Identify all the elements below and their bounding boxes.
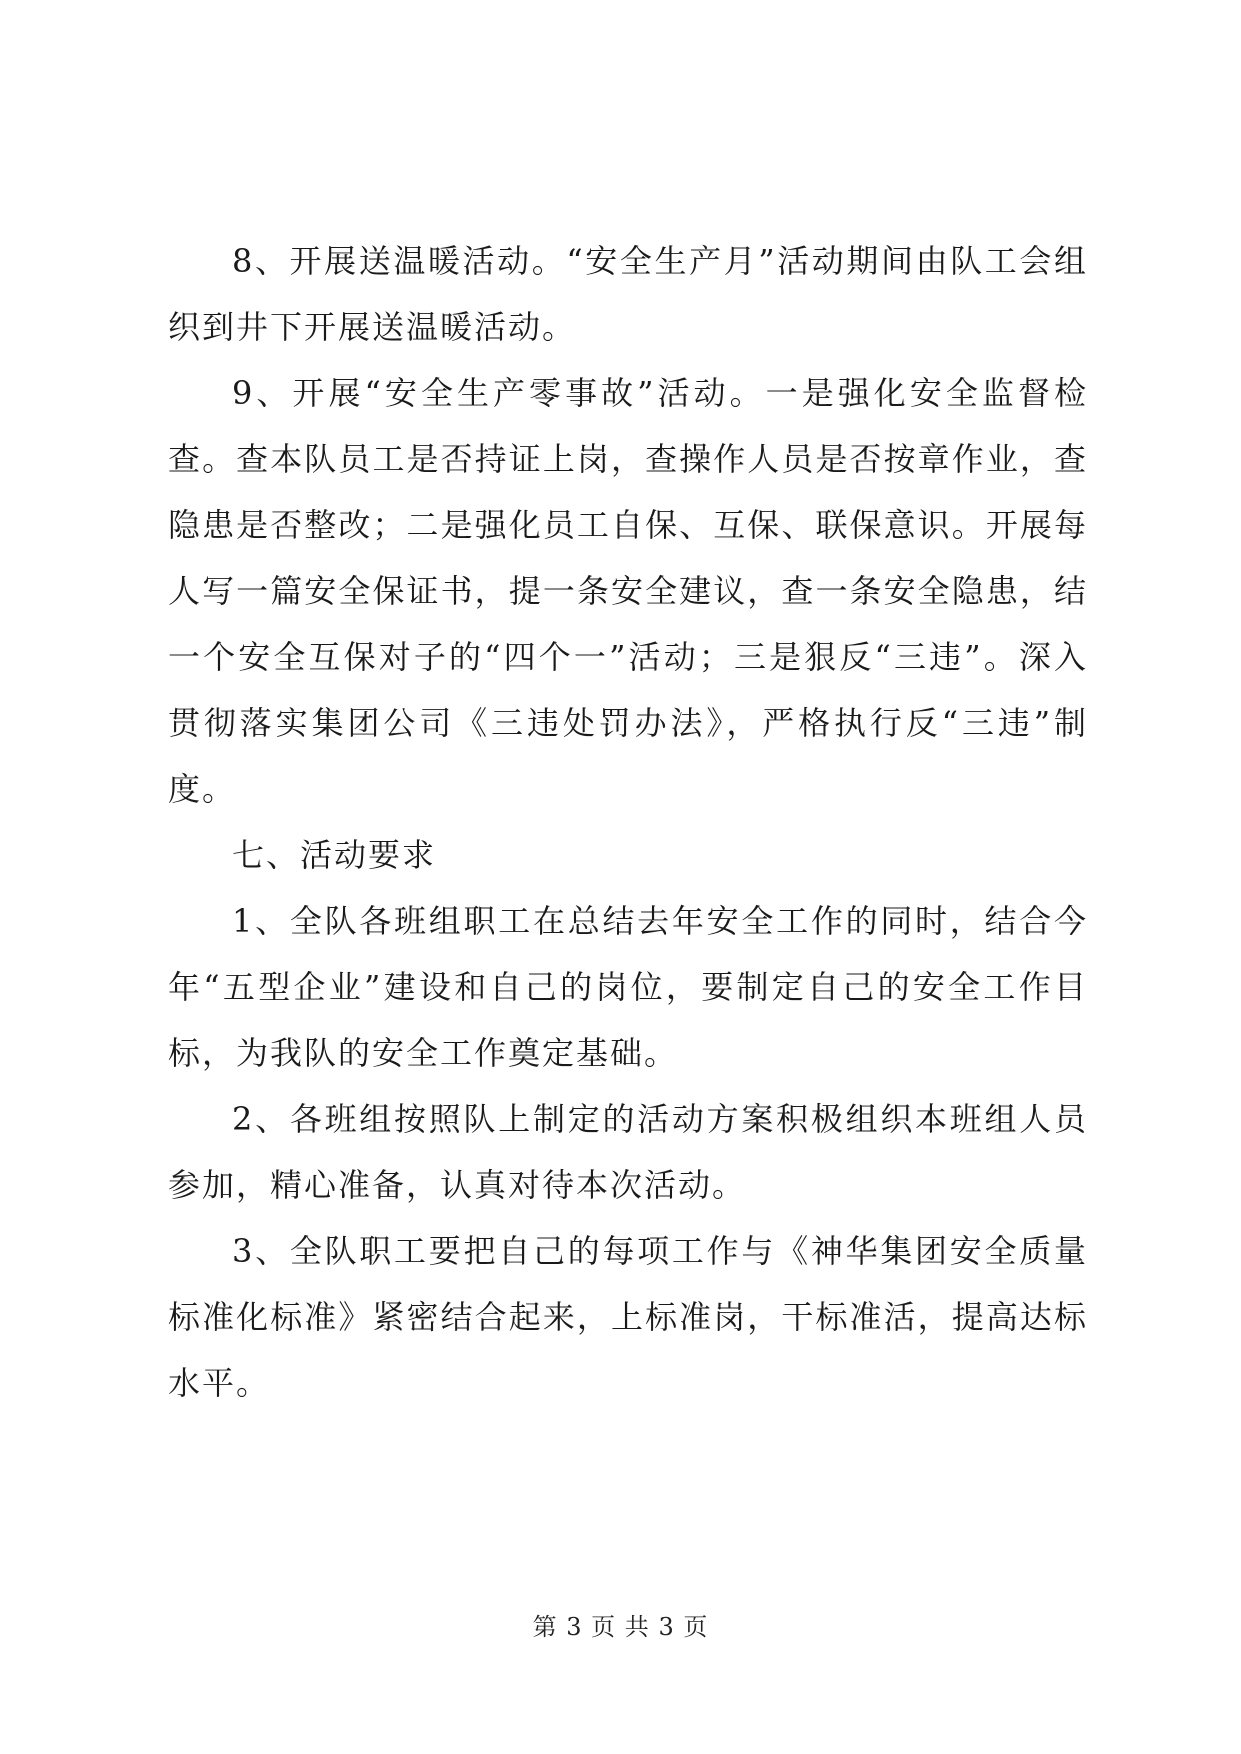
paragraph-requirement-3: 3、全队职工要把自己的每项工作与《神华集团安全质量标准化标准》紧密结合起来，上标准岗，干标准活，提高达标水平。 bbox=[168, 1232, 1088, 1402]
document-body bbox=[168, 228, 1088, 1416]
paragraph-requirement-2: 2、各班组按照队上制定的活动方案积极组织本班组人员参加，精心准备，认真对待本次活动。 bbox=[168, 1100, 1088, 1204]
paragraph-requirement-1: 1、全队各班组职工在总结去年安全工作的同时，结合今年“五型企业”建设和自己的岗位，要制定自己的安全工作目标，为我队的安全工作奠定基础。 bbox=[168, 902, 1088, 1072]
paragraph-item-9: 9、开展“安全生产零事故”活动。一是强化安全监督检查。查本队员工是否持证上岗，查操作人员是否按章作业，查隐患是否整改；二是强化员工自保、互保、联保意识。开展每人写一篇安全保证书，提一条安全建议，查一条安全隐患，结一个安全互保对子的“四个一”活动；三是狠反“三违”。深入贯彻落实集团公司《三违处罚办法》，严格执行反“三违”制度。 bbox=[168, 374, 1088, 808]
page-number: 第 3 页 共 3 页 bbox=[532, 1613, 709, 1641]
page-footer bbox=[0, 1612, 1241, 1642]
section-heading-activity-requirements: 七、活动要求 bbox=[232, 836, 437, 874]
paragraph-item-8: 8、开展送温暖活动。“安全生产月”活动期间由队工会组织到井下开展送温暖活动。 bbox=[168, 242, 1088, 346]
